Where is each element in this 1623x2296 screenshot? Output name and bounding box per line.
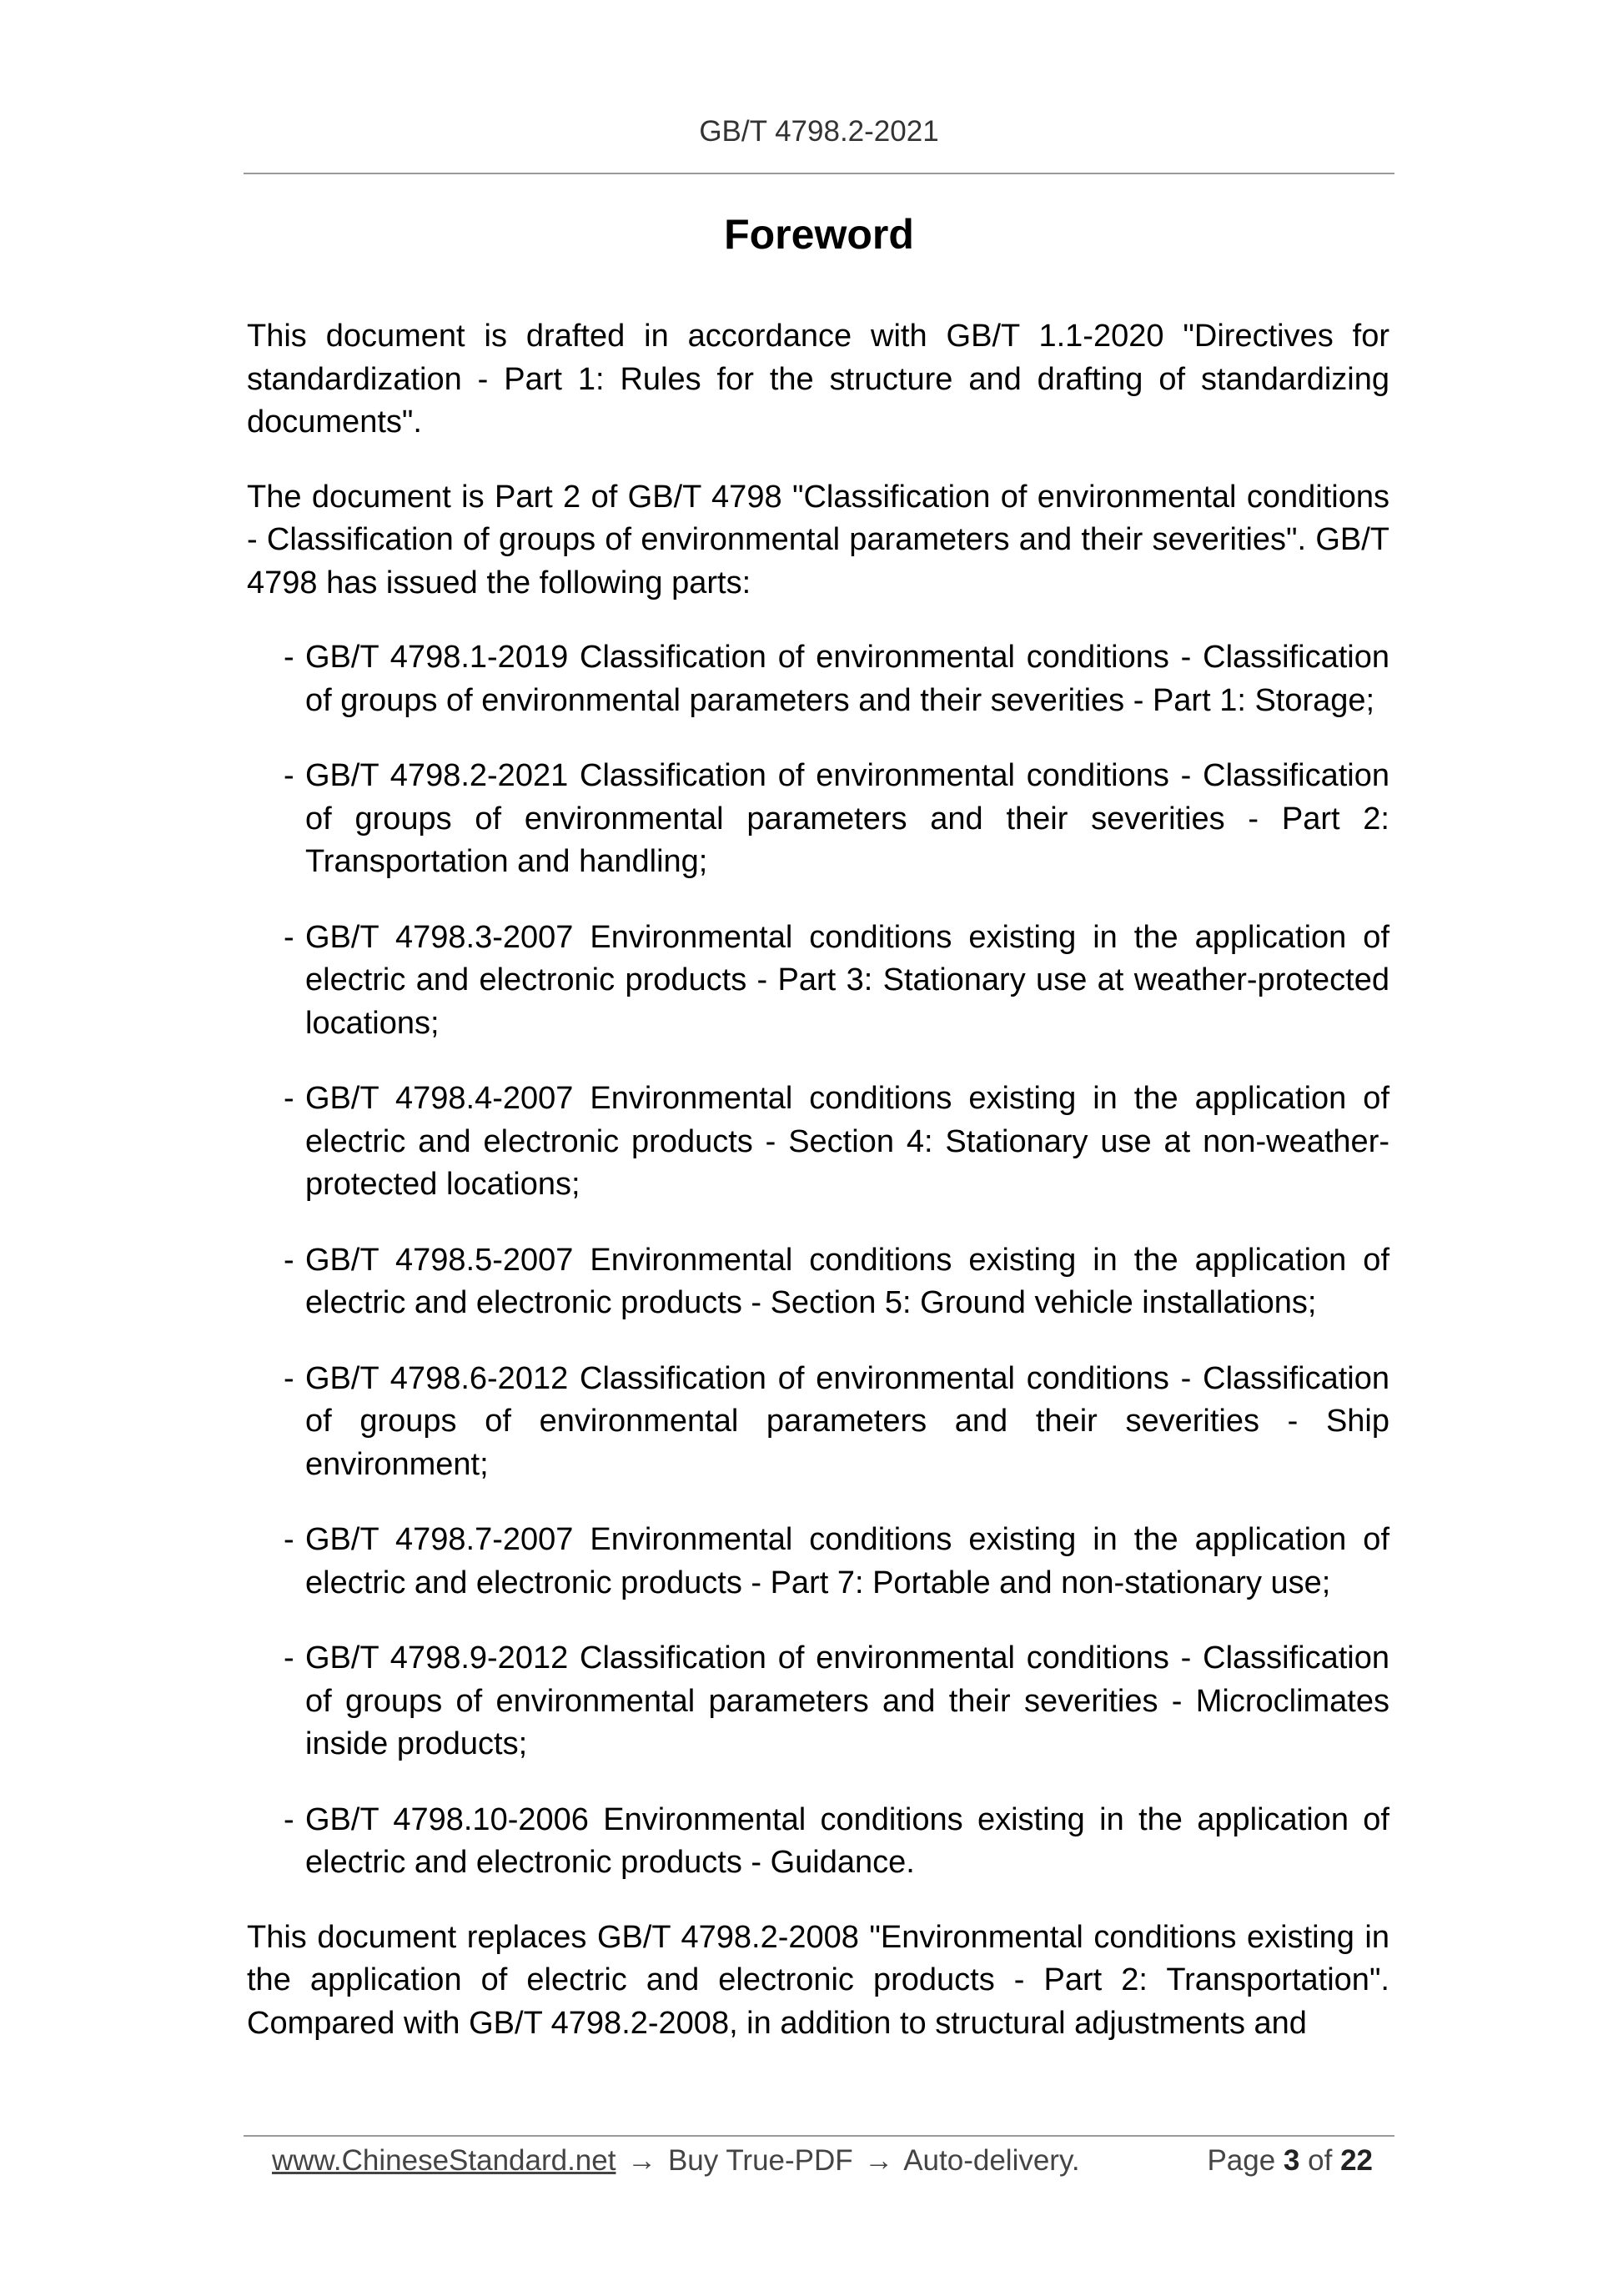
list-item-text: GB/T 4798.2-2021 Classification of environmental conditions - Classification of groups of environmental parameters and their severities - Part 2: Transportation and handling;	[305, 758, 1389, 879]
list-item-text: GB/T 4798.4-2007 Environmental conditions existing in the application of electric and electronic products - Section 4: Stationary use at non-weather-protected locations;	[305, 1081, 1389, 1202]
list-item	[247, 917, 1389, 1046]
page-of-label: of	[1308, 2144, 1333, 2177]
buy-pdf-text: Buy True-PDF	[667, 2144, 853, 2177]
list-bullet: -	[284, 1801, 294, 1837]
list-item	[247, 636, 1389, 722]
list-item	[247, 755, 1389, 884]
list-bullet: -	[284, 919, 294, 955]
list-bullet: -	[284, 640, 294, 675]
arrow-right-icon: →	[864, 2144, 894, 2177]
auto-delivery-text: Auto-delivery.	[903, 2144, 1080, 2177]
page-total: 22	[1340, 2144, 1373, 2177]
page-header-doc-code: GB/T 4798.2-2021	[699, 115, 939, 148]
list-item	[247, 1358, 1389, 1487]
list-item	[247, 1637, 1389, 1766]
part-statement-paragraph: The document is Part 2 of GB/T 4798 "Classification of environmental conditions - Classification of groups of environmental parameters and their severities". GB/T 4798 has issued the following parts:	[247, 479, 1389, 600]
list-item-text: GB/T 4798.7-2007 Environmental conditions existing in the application of electric and electronic products - Part 7: Portable and non-stationary use;	[305, 1522, 1389, 1600]
list-item	[247, 1519, 1389, 1605]
list-item-text: GB/T 4798.6-2012 Classification of environmental conditions - Classification of groups of environmental parameters and their severities - Ship environment;	[305, 1360, 1389, 1482]
list-item	[247, 1078, 1389, 1207]
list-item-text: GB/T 4798.1-2019 Classification of environmental conditions - Classification of groups of environmental parameters and their severities - Part 1: Storage;	[305, 640, 1389, 718]
list-item-text: GB/T 4798.3-2007 Environmental conditions existing in the application of electric and electronic products - Part 3: Stationary use at weather-protected locations;	[305, 919, 1389, 1041]
list-bullet: -	[284, 1242, 294, 1278]
arrow-right-icon: →	[627, 2144, 657, 2177]
replaces-paragraph: This document replaces GB/T 4798.2-2008 "Environmental conditions existing in the application of electric and electronic products - Part 2: Transportation". Compared with GB/T 4798.2-2008, in addition to structural adjustments and	[247, 1919, 1389, 2041]
list-item	[247, 1799, 1389, 1885]
footer-divider	[244, 2135, 1394, 2137]
page-label: Page	[1207, 2144, 1276, 2177]
site-link[interactable]: www.ChineseStandard.net	[272, 2144, 616, 2177]
list-bullet: -	[284, 758, 294, 793]
header-divider	[244, 173, 1394, 174]
page-current: 3	[1283, 2144, 1300, 2177]
document-body	[247, 315, 1389, 2077]
list-item-text: GB/T 4798.9-2012 Classification of environmental conditions - Classification of groups of environmental parameters and their severities - Microclimates inside products;	[305, 1640, 1389, 1761]
page-title: Foreword	[724, 211, 914, 258]
list-bullet: -	[284, 1360, 294, 1396]
page-number	[1207, 2144, 1373, 2178]
list-bullet: -	[284, 1081, 294, 1116]
list-bullet: -	[284, 1522, 294, 1557]
list-bullet: -	[284, 1640, 294, 1676]
list-item-text: GB/T 4798.5-2007 Environmental conditions existing in the application of electric and electronic products - Section 5: Ground vehicle installations;	[305, 1242, 1389, 1320]
parts-list	[247, 636, 1389, 1885]
intro-paragraph: This document is drafted in accordance with GB/T 1.1-2020 "Directives for standardization - Part 1: Rules for the structure and drafting of standardizing documents".	[247, 319, 1389, 440]
page-footer	[272, 2144, 1373, 2178]
list-item-text: GB/T 4798.10-2006 Environmental conditions existing in the application of electric and electronic products - Guidance.	[305, 1801, 1389, 1880]
list-item	[247, 1239, 1389, 1325]
